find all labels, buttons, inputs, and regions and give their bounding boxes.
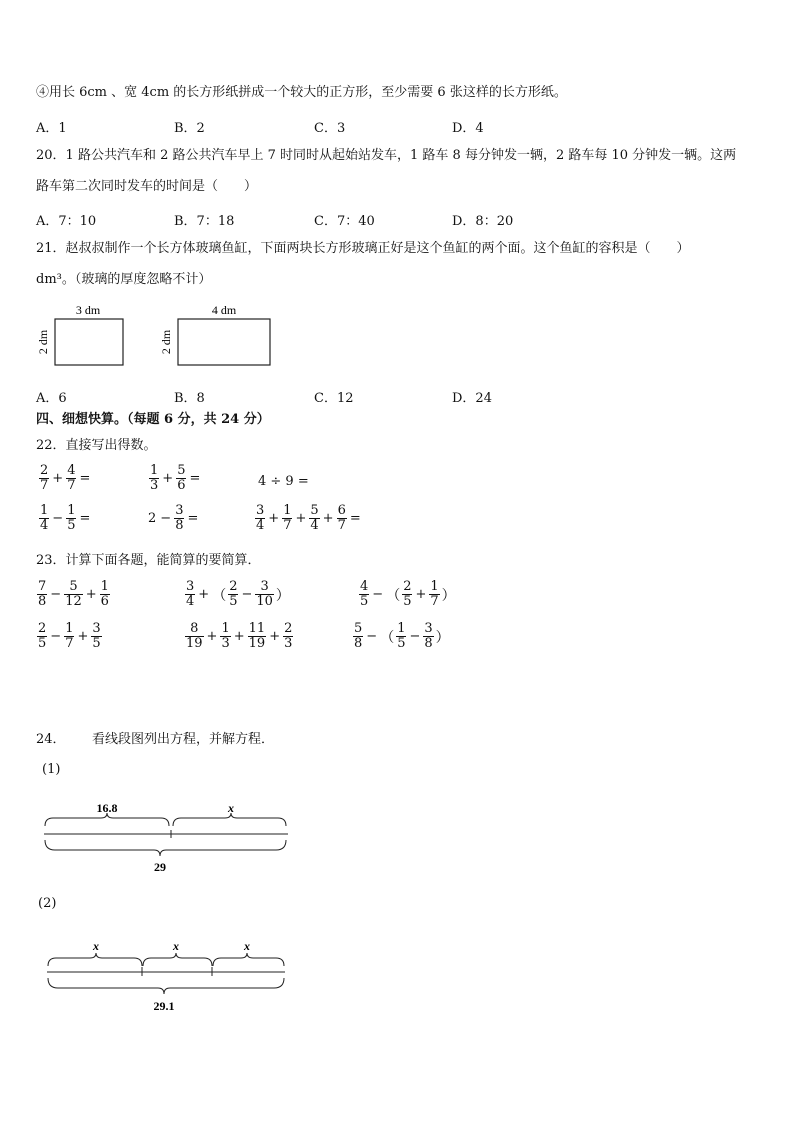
right-paren: ） — [275, 587, 290, 604]
denominator: 12 — [65, 594, 82, 609]
q22-r1-e1 — [38, 464, 92, 493]
segment-label: x — [244, 939, 250, 953]
fraction — [255, 504, 265, 533]
choice-c: C．3 — [314, 121, 346, 136]
choice-d: D．8：20 — [452, 214, 514, 229]
fraction — [66, 464, 76, 493]
left-paren: （ — [386, 587, 401, 604]
denominator: 3 — [150, 478, 159, 493]
q23-r2-e1 — [36, 622, 103, 651]
fraction — [174, 504, 184, 533]
denominator: 7 — [430, 594, 439, 609]
denominator: 8 — [175, 518, 184, 533]
numerator: 1 — [430, 579, 439, 594]
fraction — [248, 622, 267, 651]
numerator: 3 — [186, 579, 195, 594]
q23-r1-e1 — [36, 580, 111, 609]
q22-r1-e3: 4 ÷ 9 = — [258, 474, 309, 489]
equals-sign: = — [79, 511, 91, 526]
fig2-side-label: 2 dm — [159, 329, 173, 355]
numerator: 3 — [260, 579, 269, 594]
denominator: 8 — [354, 636, 363, 651]
denominator: 6 — [177, 478, 186, 493]
fraction — [91, 622, 101, 651]
fraction — [283, 622, 293, 651]
operator: + — [322, 511, 334, 526]
operator: + — [52, 471, 64, 486]
denominator: 4 — [40, 518, 49, 533]
fraction — [359, 580, 369, 609]
q24-part2-label: (2) — [38, 896, 57, 911]
denominator: 4 — [310, 518, 319, 533]
numerator: 8 — [190, 621, 199, 636]
q22-r2-e3 — [254, 504, 363, 533]
q23-r1-e3 — [358, 580, 457, 609]
q19-choices — [36, 117, 596, 136]
numerator: 6 — [337, 503, 346, 518]
right-paren: ） — [435, 629, 450, 646]
numerator: 5 — [310, 503, 319, 518]
brace-bottom — [45, 840, 286, 856]
segment-label: x — [228, 801, 234, 815]
fraction — [429, 580, 439, 609]
numerator: 1 — [65, 621, 74, 636]
fraction — [309, 504, 319, 533]
q20-line2: 路车第二次同时发车的时间是（ ） — [36, 179, 258, 194]
q23-r1-e2 — [184, 580, 291, 609]
denominator: 7 — [65, 636, 74, 651]
q22-stem: 22．直接写出得数。 — [36, 438, 157, 453]
operator: + — [415, 587, 427, 602]
operator: − — [409, 629, 421, 644]
numerator: 3 — [256, 503, 265, 518]
operator: − — [241, 587, 253, 602]
numerator: 1 — [40, 503, 49, 518]
numerator: 5 — [177, 463, 186, 478]
section-4-heading: 四、细想快算。（每题 6 分，共 24 分） — [36, 412, 270, 427]
choice-d: D．24 — [452, 391, 492, 406]
q23-r2-e3 — [352, 622, 451, 651]
denominator: 3 — [284, 636, 293, 651]
fig2-rect — [178, 319, 270, 365]
operator: + — [198, 587, 210, 602]
denominator: 5 — [38, 636, 47, 651]
q22-r2-e1 — [38, 504, 92, 533]
denominator: 8 — [38, 594, 47, 609]
fraction — [100, 580, 110, 609]
numerator: 7 — [38, 579, 47, 594]
fraction — [176, 464, 186, 493]
q21-line1: 21．赵叔叔制作一个长方体玻璃鱼缸，下面两块长方形玻璃正好是这个鱼缸的两个面。这个鱼缸的容积是（ ） — [36, 241, 690, 256]
fraction — [228, 580, 238, 609]
fraction — [185, 622, 204, 651]
operator: − — [160, 511, 172, 526]
numerator: 1 — [67, 503, 76, 518]
numerator: 3 — [424, 621, 433, 636]
numerator: 2 — [284, 621, 293, 636]
denominator: 19 — [248, 636, 266, 651]
choice-b: B．8 — [174, 391, 205, 406]
q22-r1-e2 — [148, 464, 202, 493]
denominator: 8 — [424, 636, 433, 651]
fraction — [37, 622, 47, 651]
choice-d: D．4 — [452, 121, 484, 136]
fraction — [64, 622, 74, 651]
brace-top-left — [45, 813, 169, 826]
q23-r2-e2 — [184, 622, 294, 651]
numerator: 1 — [283, 503, 292, 518]
operator: + — [77, 629, 89, 644]
equals-sign: = — [349, 511, 361, 526]
denominator: 7 — [283, 518, 292, 533]
denominator: 7 — [67, 478, 76, 493]
equals-sign: = — [189, 471, 201, 486]
q24-diagram-2 — [44, 936, 292, 1016]
brace-top-3 — [213, 953, 284, 966]
denominator: 5 — [403, 594, 412, 609]
denominator: 3 — [221, 636, 230, 651]
numerator: 4 — [360, 579, 369, 594]
fraction — [39, 504, 49, 533]
fraction — [353, 622, 363, 651]
denominator: 10 — [256, 594, 273, 609]
q22-r2-e2 — [146, 504, 200, 533]
brace-top-1 — [48, 953, 142, 966]
operator: + — [162, 471, 174, 486]
denominator: 5 — [67, 518, 76, 533]
operator: + — [269, 629, 281, 644]
operator: + — [295, 511, 307, 526]
operator: + — [233, 629, 245, 644]
operator: + — [206, 629, 218, 644]
brace-bottom — [48, 978, 284, 994]
operator: − — [50, 629, 62, 644]
q19-4-stem: ④用长 6cm 、宽 4cm 的长方形纸拼成一个较大的正方形，至少需要 6 张这样的长方形纸。 — [36, 85, 567, 100]
choice-c: C．12 — [314, 391, 354, 406]
total-label: 29.1 — [153, 999, 175, 1013]
fraction — [396, 622, 406, 651]
denominator: 5 — [229, 594, 238, 609]
denominator: 6 — [100, 594, 109, 609]
segment-label: x — [93, 939, 99, 953]
numerator: 1 — [221, 621, 230, 636]
right-paren: ） — [441, 587, 456, 604]
q20-line1: 20．1 路公共汽车和 2 路公共汽车早上 7 时同时从起始站发车，1 路车 8 每分钟发一辆，2 路车每 10 分钟发一辆。这两 — [36, 148, 737, 163]
fraction — [149, 464, 159, 493]
numerator: 2 — [40, 463, 49, 478]
fraction — [64, 580, 83, 609]
q24-stem: 看线段图列出方程，并解方程． — [92, 732, 275, 747]
q23-stem: 23．计算下面各题，能简算的要简算． — [36, 553, 261, 568]
q21-figure — [30, 300, 290, 372]
q20-choices — [36, 210, 596, 229]
fraction — [337, 504, 347, 533]
numerator: 3 — [175, 503, 184, 518]
denominator: 19 — [186, 636, 203, 651]
fraction — [255, 580, 274, 609]
denominator: 5 — [360, 594, 369, 609]
denominator: 4 — [256, 518, 265, 533]
choice-c: C．7：40 — [314, 214, 375, 229]
fraction — [423, 622, 433, 651]
operator: − — [52, 511, 64, 526]
denominator: 5 — [397, 636, 406, 651]
left-paren: （ — [380, 629, 395, 646]
choice-b: B．2 — [174, 121, 205, 136]
numerator: 1 — [150, 463, 159, 478]
total-label: 29 — [154, 860, 166, 874]
fraction — [185, 580, 195, 609]
equals-sign: = — [79, 471, 91, 486]
operator: − — [366, 629, 378, 644]
denominator: 4 — [186, 594, 195, 609]
numerator: 1 — [100, 579, 109, 594]
fraction — [220, 622, 230, 651]
numerator: 1 — [397, 621, 406, 636]
denominator: 5 — [92, 636, 101, 651]
q21-line2: dm³。（玻璃的厚度忽略不计） — [36, 272, 212, 287]
brace-top-2 — [143, 953, 212, 966]
left-paren: （ — [212, 587, 227, 604]
numerator: 2 — [38, 621, 47, 636]
fig1-rect — [55, 319, 123, 365]
fraction — [402, 580, 412, 609]
operator: − — [372, 587, 384, 602]
operator: + — [85, 587, 97, 602]
choice-b: B．7：18 — [174, 214, 235, 229]
numerator: 2 — [403, 579, 412, 594]
numerator: 11 — [248, 621, 266, 636]
numerator: 5 — [354, 621, 363, 636]
fraction — [66, 504, 76, 533]
segment-label: 16.8 — [96, 801, 118, 815]
fig1-top-label: 3 dm — [75, 303, 101, 317]
denominator: 7 — [40, 478, 49, 493]
whole-number: 2 — [148, 511, 157, 526]
numerator: 5 — [69, 579, 78, 594]
fig2-top-label: 4 dm — [211, 303, 237, 317]
operator: + — [268, 511, 280, 526]
operator: − — [50, 587, 62, 602]
fig1-side-label: 2 dm — [36, 329, 50, 355]
q24-diagram-1 — [40, 798, 296, 878]
numerator: 2 — [229, 579, 238, 594]
numerator: 4 — [67, 463, 76, 478]
denominator: 7 — [337, 518, 346, 533]
q21-choices — [36, 387, 596, 406]
q24-number: 24． — [36, 732, 66, 747]
q24-part1-label: (1) — [42, 762, 61, 777]
choice-a: A．6 — [36, 391, 67, 406]
fraction — [37, 580, 47, 609]
choice-a: A．7：10 — [36, 214, 97, 229]
choice-a: A．1 — [36, 121, 67, 136]
fraction — [39, 464, 49, 493]
numerator: 3 — [92, 621, 101, 636]
segment-label: x — [173, 939, 179, 953]
fraction — [282, 504, 292, 533]
equals-sign: = — [187, 511, 199, 526]
